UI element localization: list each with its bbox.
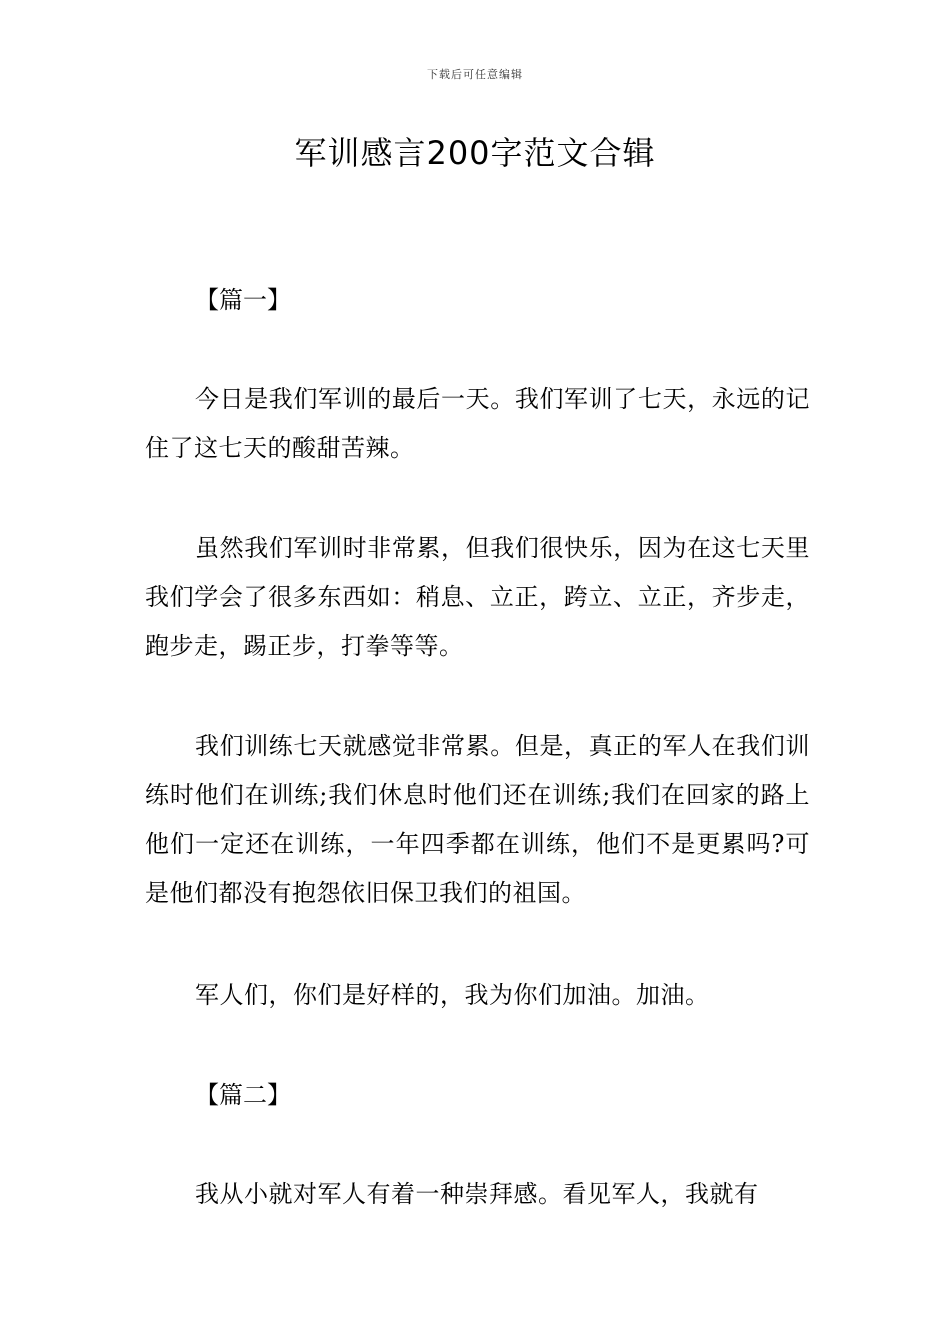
section-1-paragraph-4-block xyxy=(145,971,810,1020)
section-1-paragraph-1-block xyxy=(145,375,810,473)
section-heading-1: 【篇一】 xyxy=(195,286,291,314)
section-1-paragraph-2-block xyxy=(145,524,810,671)
section-2-paragraph-1-block xyxy=(145,1170,810,1219)
document-title: 军训感言200字范文合辑 xyxy=(294,134,656,172)
section-1-paragraph-2: 虽然我们军训时非常累，但我们很快乐，因为在这七天里我们学会了很多东西如：稍息、立正，跨立、立正，齐步走，跑步走，踢正步，打拳等等。 xyxy=(145,534,810,660)
section-1-paragraph-1: 今日是我们军训的最后一天。我们军训了七天，永远的记住了这七天的酸甜苦辣。 xyxy=(145,385,810,462)
section-1-paragraph-3-block xyxy=(145,722,810,918)
section-1-paragraph-3: 我们训练七天就感觉非常累。但是，真正的军人在我们训练时他们在训练;我们休息时他们还在训练;我们在回家的路上他们一定还在训练，一年四季都在训练，他们不是更累吗?可是他们都没有抱怨依旧保卫我们的祖国。 xyxy=(145,732,810,907)
section-1-paragraph-4: 军人们，你们是好样的，我为你们加油。加油。 xyxy=(195,981,710,1009)
section-heading-2: 【篇二】 xyxy=(195,1081,291,1109)
header-note: 下载后可任意编辑 xyxy=(427,68,523,81)
section-2-paragraph-1: 我从小就对军人有着一种崇拜感。看见军人，我就有 xyxy=(195,1180,759,1208)
